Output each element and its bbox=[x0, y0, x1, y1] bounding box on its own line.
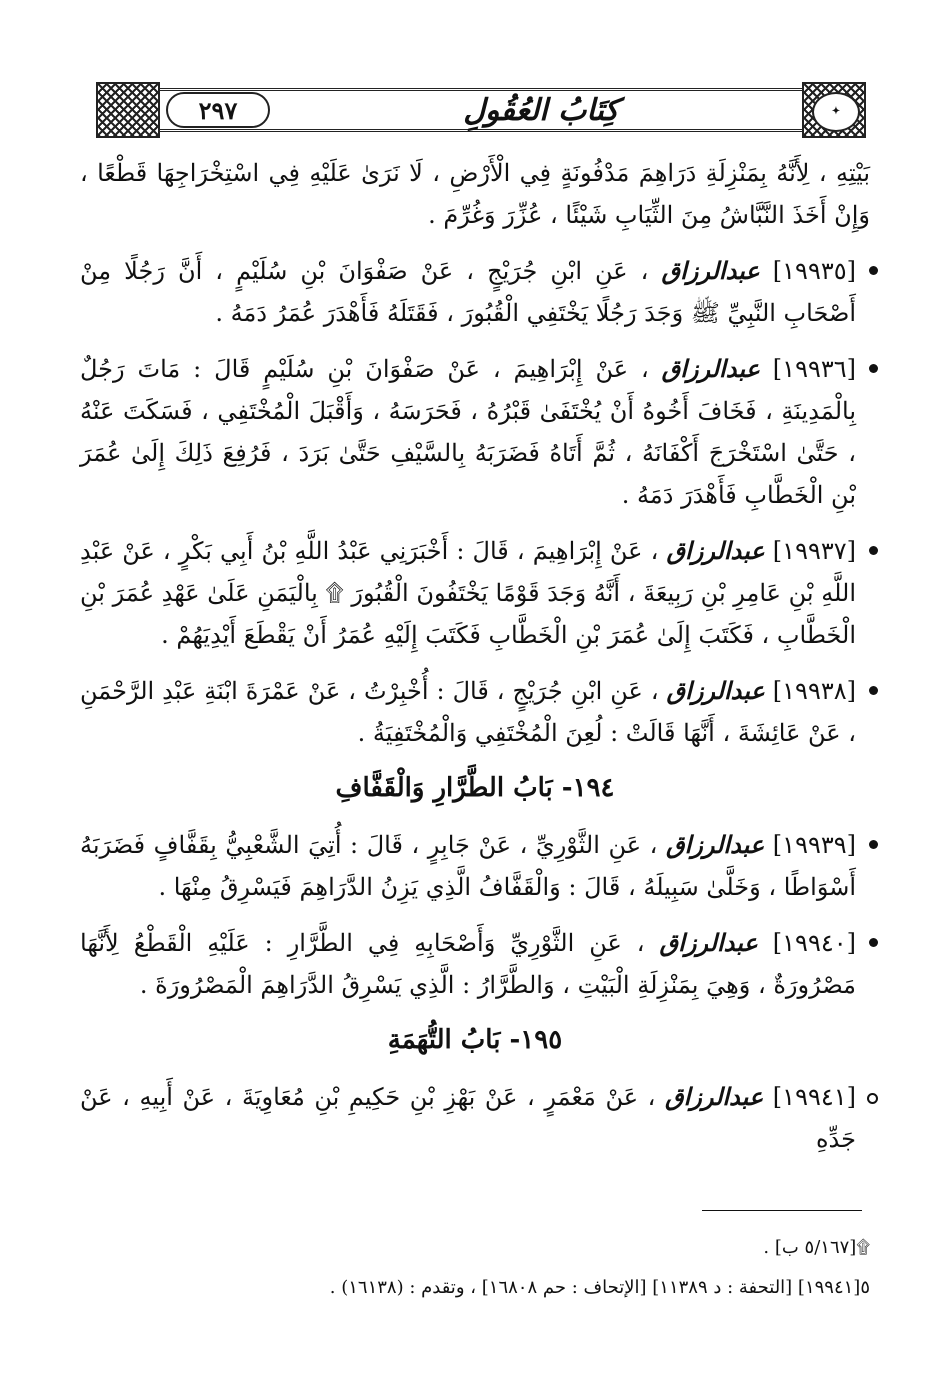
hadith-text: ، عَنْ مَعْمَرٍ ، عَنْ بَهْزِ بْنِ حَكِيمِ بْنِ مُعَاوِيَةَ ، عَنْ أَبِيهِ ، عَنْ جَدِّهِ bbox=[80, 1083, 856, 1153]
hadith-author: عبدالرزاق bbox=[664, 1082, 764, 1111]
hadith-text: ، عَنِ ابْنِ جُرَيْجٍ ، عَنْ صَفْوَانَ بْنِ سُلَيْمٍ ، أَنَّ رَجُلًا مِنْ أَصْحَابِ النَّبِيِّ ﷺ وَجَدَ رَجُلًا يَخْتَفِي الْقُبُورَ ، فَقَتَلَهُ فَأَهْدَرَ عُمَرُ دَمَهُ . bbox=[80, 257, 856, 327]
bullet-icon bbox=[869, 266, 878, 275]
hadith-number: [١٩٩٣٨] bbox=[772, 677, 856, 705]
book-title: كِتَابُ العُقُولِ bbox=[463, 92, 619, 128]
hadith-text: ، عَنِ الثَّوْرِيِّ وَأَصْحَابِهِ فِي الطَّرَّارِ : عَلَيْهِ الْقَطْعُ لِأَنَّهَا مَصْرُورَةٌ ، وَهِيَ بِمَنْزِلَةِ الْبَيْتِ ، وَالطَّرَّارُ : الَّذِي يَسْرِقُ الدَّرَاهِمَ الْمَصْرُورَةَ . bbox=[80, 929, 856, 999]
bullet-icon bbox=[869, 686, 878, 695]
hadith-number: [١٩٩٣٩] bbox=[772, 831, 856, 859]
hadith-text: ، عَنِ الثَّوْرِيِّ ، عَنْ جَابِرٍ ، قَالَ : أُتِيَ الشَّعْبِيُّ بِقَفَّافٍ فَضَرَبَهُ أَسْوَاطًا ، وَخَلَّىٰ سَبِيلَهُ ، قَالَ : وَالْقَفَّافُ الَّذِي يَزِنُ الدَّرَاهِمَ فَيَسْرِقُ مِنْهَا . bbox=[80, 831, 856, 901]
hadith-entry-19938 bbox=[80, 670, 870, 754]
hadith-text: ، عَنْ إِبْرَاهِيمَ ، عَنْ صَفْوَانَ بْنِ سُلَيْمٍ قَالَ : مَاتَ رَجُلٌ بِالْمَدِينَةِ ، فَخَافَ أَخُوهُ أَنْ يُخْتَفَىٰ قَبْرُهُ ، فَحَرَسَهُ ، وَأَقْبَلَ الْمُخْتَفِي ، فَسَكَتَ عَنْهُ ، حَتَّىٰ اسْتَخْرَجَ أَكْفَانَهُ ، ثُمَّ أَتَاهُ فَضَرَبَهُ بِالسَّيْفِ حَتَّىٰ بَرَدَ ، فَرُفِعَ ذَلِكَ إِلَىٰ عُمَرَ بْنِ الْخَطَّابِ فَأَهْدَرَ دَمَهُ . bbox=[80, 355, 856, 509]
hadith-author: عبدالرزاق bbox=[666, 536, 765, 565]
main-text bbox=[80, 152, 870, 1174]
header-ornament-right bbox=[802, 82, 866, 138]
hadith-author: عبدالرزاق bbox=[666, 676, 765, 705]
bullet-icon bbox=[869, 364, 878, 373]
hadith-author: عبدالرزاق bbox=[661, 256, 760, 285]
hadith-text: ، عَنْ إِبْرَاهِيمَ ، قَالَ : أَخْبَرَنِي عَبْدُ اللَّهِ بْنُ أَبِي بَكْرٍ ، عَنْ عَبْدِ اللَّهِ بْنِ عَامِرِ بْنِ رَبِيعَةَ ، أَنَّهُ وَجَدَ قَوْمًا يَخْتَفُونَ الْقُبُورَ ۩ بِالْيَمَنِ عَلَىٰ عَهْدِ عُمَرَ بْنِ الْخَطَّابِ ، فَكَتَبَ إِلَىٰ عُمَرَ بْنِ الْخَطَّابِ فَكَتَبَ إِلَيْهِ عُمَرُ أَنْ يَقْطَعَ أَيْدِيَهُمْ . bbox=[80, 537, 856, 649]
hollow-circle-icon bbox=[867, 1093, 878, 1104]
hadith-author: عبدالرزاق bbox=[665, 830, 765, 859]
book-seal-logo: ✦ bbox=[812, 92, 860, 132]
hadith-number: [١٩٩٣٧] bbox=[772, 537, 856, 565]
page-number: ٢٩٧ bbox=[166, 92, 270, 128]
hadith-number: [١٩٩٤٠] bbox=[772, 929, 856, 957]
hadith-entry-19939 bbox=[80, 824, 870, 908]
hadith-number: [١٩٩٣٦] bbox=[772, 355, 856, 383]
hadith-entry-19935 bbox=[80, 250, 870, 334]
footnote-takhrij: ٥[١٩٩٤١] [التحفة : د ١١٣٨٩] [الإتحاف : حم ١٦٨٠٨] ، وتقدم : (١٦١٣٨) . bbox=[329, 1277, 870, 1298]
continuation-paragraph: بَيْتِهِ ، لِأَنَّهُ بِمَنْزِلَةِ دَرَاهِمَ مَدْفُونَةٍ فِي الْأَرْضِ ، لَا نَرَىٰ عَلَيْهِ فِي اسْتِخْرَاجِهَا قَطْعًا ، وَإِنْ أَخَذَ النَّبَّاشُ مِنَ الثِّيَابِ شَيْئًا ، عُزِّرَ وَغُرِّمَ . bbox=[80, 159, 870, 229]
footnote-divider bbox=[702, 1210, 862, 1211]
page-header bbox=[96, 82, 866, 138]
hadith-entry-19937 bbox=[80, 530, 870, 656]
hadith-number: [١٩٩٣٥] bbox=[772, 257, 856, 285]
hadith-author: عبدالرزاق bbox=[659, 928, 758, 957]
footnotes bbox=[80, 1228, 870, 1308]
footnote-manuscript-ref: ۩[٥/١٦٧ ب] . bbox=[763, 1237, 870, 1258]
header-ornament-left bbox=[96, 82, 160, 138]
hadith-text: ، عَنِ ابْنِ جُرَيْجٍ ، قَالَ : أُخْبِرْتُ ، عَنْ عَمْرَةَ ابْنَةِ عَبْدِ الرَّحْمَنِ ، عَنْ عَائِشَةَ ، أَنَّهَا قَالَتْ : لُعِنَ الْمُخْتَفِي وَالْمُخْتَفِيَةُ . bbox=[80, 677, 856, 747]
chapter-heading-194: ١٩٤- بَابُ الطَّرَّارِ وَالْقَفَّافِ bbox=[335, 773, 615, 803]
bullet-icon bbox=[869, 840, 878, 849]
bullet-icon bbox=[869, 938, 878, 947]
hadith-entry-19940 bbox=[80, 922, 870, 1006]
chapter-heading-195: ١٩٥- بَابُ التُّهَمَةِ bbox=[387, 1025, 563, 1055]
hadith-entry-19941 bbox=[80, 1076, 870, 1160]
hadith-entry-19936 bbox=[80, 348, 870, 516]
hadith-author: عبدالرزاق bbox=[661, 354, 760, 383]
hadith-number: [١٩٩٤١] bbox=[772, 1083, 856, 1111]
bullet-icon bbox=[869, 546, 878, 555]
